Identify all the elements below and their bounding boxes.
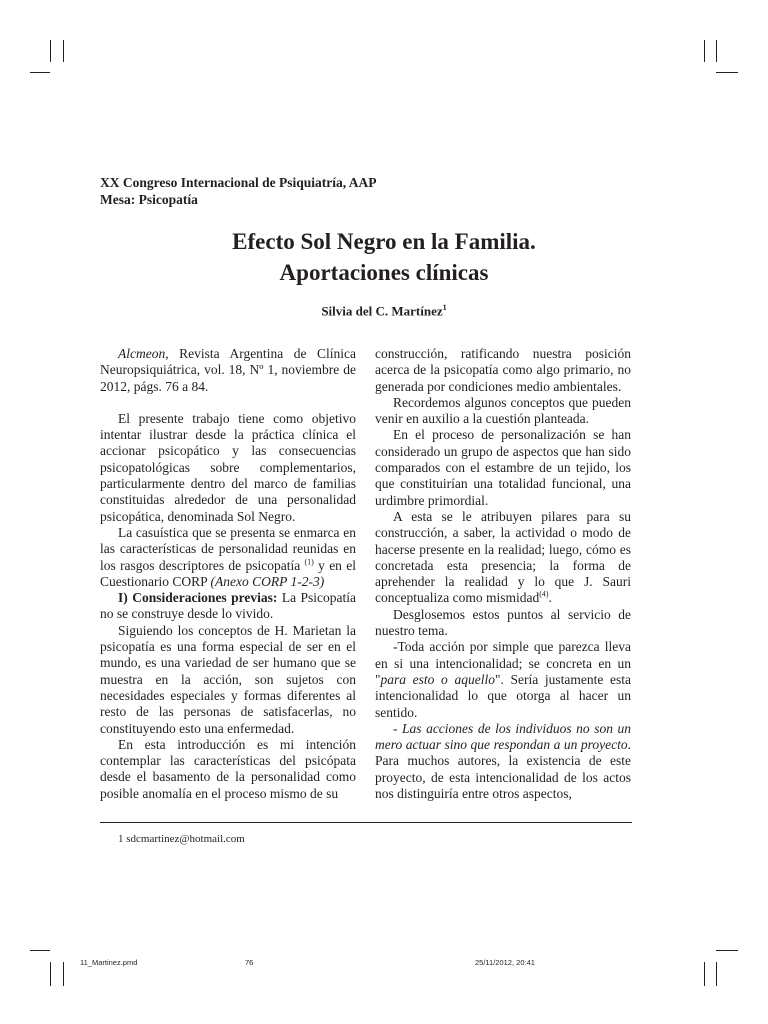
right-paragraph-2: Recordemos algunos conceptos que pueden venir en auxilio a la cuestión planteada. [375,394,631,427]
reference-mark: (4) [539,589,549,599]
footnote: 1 sdcmartinez@hotmail.com [118,833,245,845]
conference-header [100,174,377,208]
right-column [375,346,631,802]
left-paragraph-2: La casuística que se presenta se enmarca en las características de personalidad reunidas en los rasgos descriptores de psicopatía $^{(1)}$ y en el Cuestionario CORP (Anexo CORP 1-2-3) [100,524,356,589]
author-line [0,303,768,319]
conference-name: XX Congreso Internacional de Psiquiatría, AAP [100,175,377,190]
title-line-1: Efecto Sol Negro en la Familia. [232,229,536,254]
section-heading: I) Consideraciones previas: [118,590,278,606]
footnote-divider [100,822,632,823]
right-paragraph-7: - Las acciones de los individuos no son un mero actuar sino que respondan a un proyecto. Para muchos autores, la existencia de este proyecto, de esta intencionalidad de los actos nos distinguiría entre otros aspectos, [375,720,631,802]
author-note-mark: 1 [442,303,447,312]
title-line-2: Aportaciones clínicas [279,260,489,285]
article-title [0,226,768,288]
author-name: Silvia del C. Martínez [321,303,443,319]
left-paragraph-1: El presente trabajo tiene como objetivo intentar ilustrar desde la práctica clínica el accionar psicopático y las consecuencias psicopatológicas sobre complementarios, particularmente dentro del marco de familias constituidas alrededor de una personalidad psicopática, denominada Sol Negro. [100,410,356,524]
citation: Alcmeon, Revista Argentina de Clínica Neuropsiquiátrica, vol. 18, Nº 1, noviembre de 2012, págs. 76 a 84. [100,346,356,394]
right-paragraph-5: Desglosemos estos puntos al servicio de nuestro tema. [375,606,631,639]
left-paragraph-3: I) Consideraciones previas: La Psicopatía no se construye desde lo vivido. [100,590,357,622]
right-paragraph-4: A esta se le atribuyen pilares para su construcción, a saber, la actividad o modo de hacerse presente en la realidad; luego, cómo es concretada esta presencia; la forma de aprehender la realidad y lo que J. Sauri conceptualiza como mismidad$^{(4)}$. [375,508,631,606]
right-paragraph-6: -Toda acción por simple que parezca lleva en si una intencionalidad; se concreta en un "para esto o aquello". Sería justamente esta intencionalidad lo que otorga al hacer un sentido. [375,639,631,720]
slug-datetime: 25/11/2012, 20:41 [475,958,535,967]
slug-filename: 11_Martinez.pmd [80,958,138,967]
session-name: Mesa: Psicopatía [100,192,198,207]
left-paragraph-5: En esta introducción es mi intención contemplar las características del psicópata desde el basamento de la personalidad como posible anomalía en el proceso mismo de su [100,736,356,801]
reference-mark: (1) [304,557,314,567]
left-paragraph-4: Siguiendo los conceptos de H. Marietan la psicopatía es una forma especial de ser en el mundo, es una variedad de ser humano que se muestra en la acción, son sujetos con necesidades especiales y formas diferentes al resto de las personas de satisfacerlas, no constituyendo esto una enfermedad. [100,622,356,736]
right-paragraph-1: construcción, ratificando nuestra posición acerca de la psicopatía como algo primario, no generada por condiciones medio ambientales. [375,346,631,394]
citation-journal: Alcmeon [118,346,166,361]
slug-page-number: 76 [245,958,254,967]
right-paragraph-3: En el proceso de personalización se han considerado un grupo de aspectos que han sido comparados con el estambre de un tejido, los que constituirían una totalidad funcional, una urdimbre primordial. [375,427,631,508]
left-column [100,346,356,802]
